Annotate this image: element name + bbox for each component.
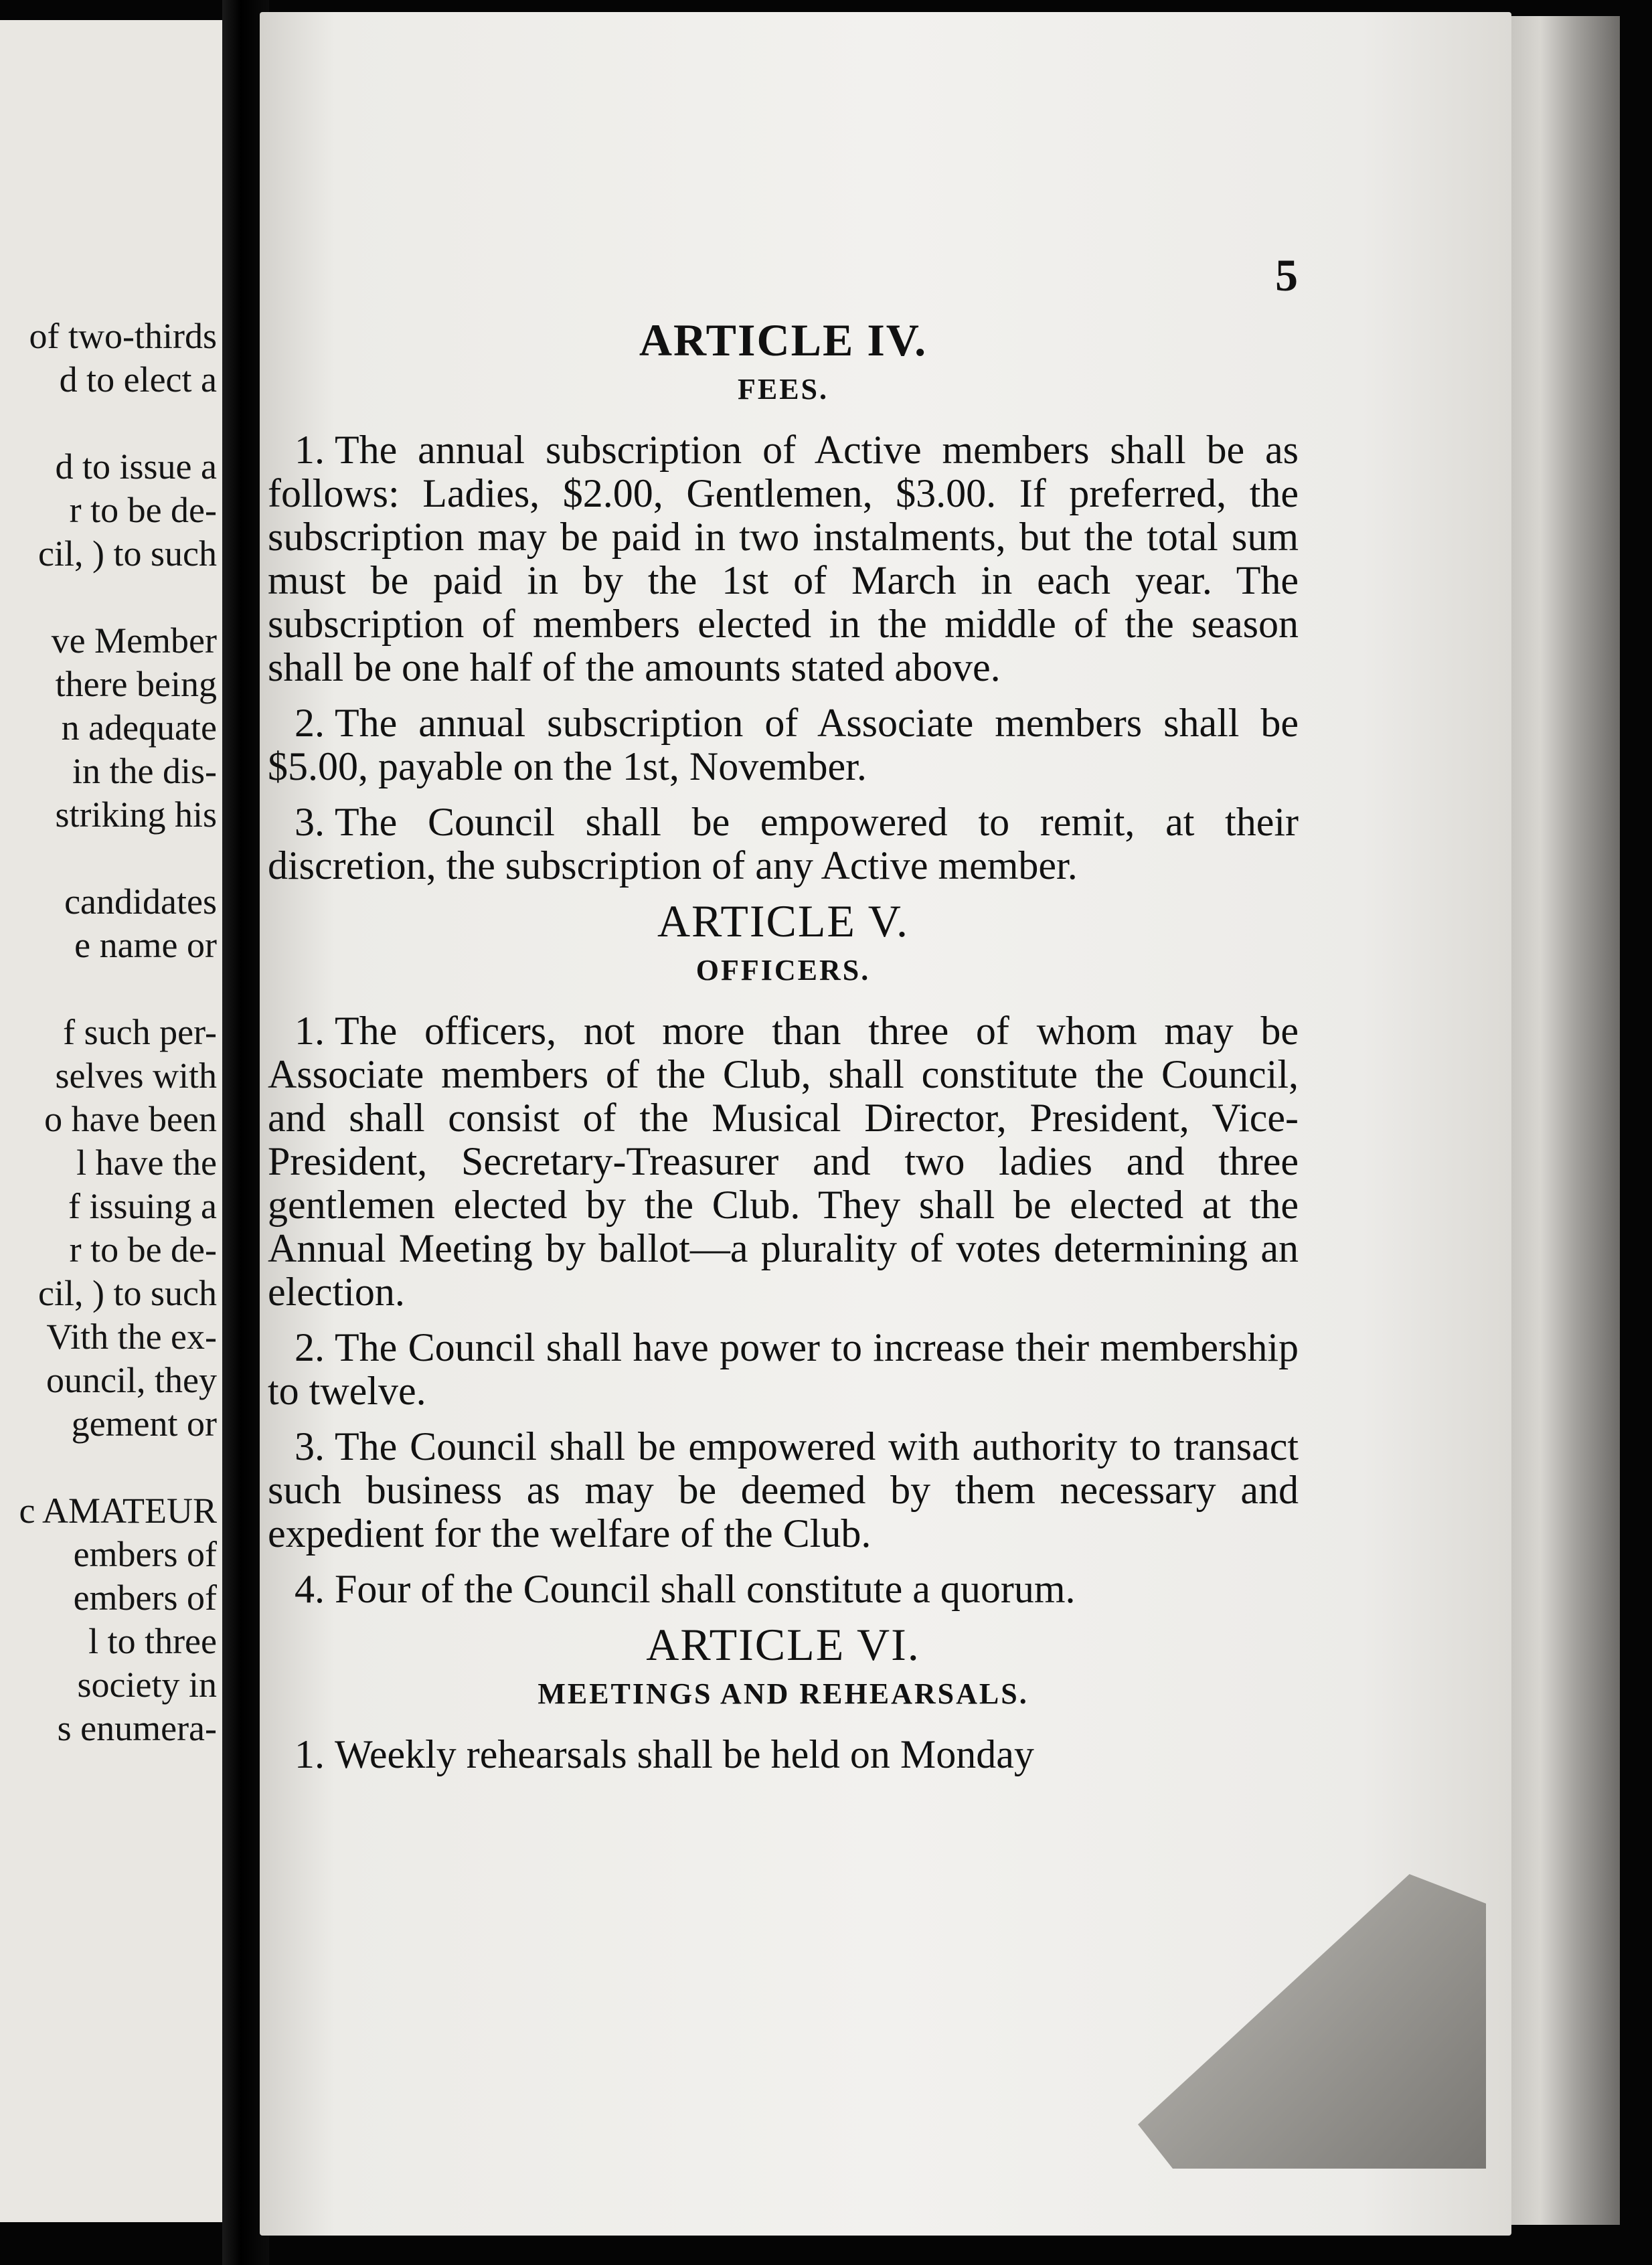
article-paragraph [268, 1009, 1299, 1314]
article-paragraph [268, 1425, 1299, 1556]
paragraph-number: 1. [295, 1732, 325, 1776]
left-line: e name or [74, 925, 217, 965]
left-line: f such per- [63, 1012, 217, 1052]
left-line: society in [77, 1665, 217, 1705]
page-edge [1506, 16, 1620, 2225]
left-line: d to elect a [59, 359, 217, 400]
paragraph-text: Weekly rehearsals shall be held on Monday [335, 1732, 1034, 1776]
article-paragraph [268, 1326, 1299, 1413]
paragraph-number: 3. [295, 800, 325, 844]
article-paragraph [268, 801, 1299, 888]
paragraph-number: 1. [295, 428, 325, 472]
left-line: embers of [73, 1534, 217, 1574]
paragraph-number: 2. [295, 1325, 325, 1369]
left-line: in the dis- [72, 751, 217, 791]
paragraph-number: 3. [295, 1424, 325, 1469]
article-title: ARTICLE IV. [639, 315, 928, 365]
left-line: f issuing a [68, 1186, 217, 1226]
left-line: cil, ) to such [38, 533, 217, 574]
left-line: l to three [88, 1621, 217, 1661]
article-paragraph [268, 1733, 1299, 1776]
left-line: o have been [44, 1099, 217, 1139]
left-line: c AMATEUR [19, 1491, 217, 1531]
left-line: selves with [55, 1056, 217, 1096]
left-line: n adequate [61, 707, 217, 748]
left-page-text [0, 315, 217, 1750]
left-line: ve Member [51, 620, 217, 661]
paragraph-number: 1. [295, 1009, 325, 1053]
left-line: d to issue a [55, 446, 217, 487]
left-page [0, 20, 222, 2222]
paragraph-text: Four of the Council shall constitute a quorum. [335, 1567, 1076, 1611]
article-title: ARTICLE V. [657, 896, 910, 946]
paragraph-number: 2. [295, 701, 325, 745]
left-line: s enumera- [57, 1708, 217, 1748]
left-line: ouncil, they [46, 1360, 217, 1400]
paragraph-text: The annual subscription of Active members shall be as follows: Ladies, $2.00, Gentlemen, $3.00. If preferred, the subscription may be paid in two instalments, but the total sum must be paid in by the 1st of March in each year. The subscription of members elected in the middle of the season shall be one half of the amounts stated above. [268, 428, 1299, 689]
paragraph-text: The Council shall be empowered with authority to transact such business as may be deemed by them necessary and expedient for the welfare of the Club. [268, 1424, 1299, 1556]
section-heading: FEES. [737, 373, 829, 406]
left-line: striking his [55, 794, 217, 835]
left-line: l have the [76, 1143, 217, 1183]
article-title: ARTICLE VI. [646, 1619, 920, 1670]
section-heading: OFFICERS. [695, 954, 871, 987]
left-line: r to be de- [69, 490, 217, 530]
paragraph-number: 4. [295, 1567, 325, 1611]
article-paragraph [268, 1568, 1299, 1611]
page-number: 5 [1275, 250, 1298, 301]
left-line: Vith the ex- [46, 1317, 217, 1357]
page-content [268, 254, 1299, 1788]
left-line: gement or [71, 1404, 217, 1444]
paragraph-text: The Council shall be empowered to remit, at their discretion, the subscription of any Active member. [268, 800, 1299, 888]
left-line: r to be de- [69, 1230, 217, 1270]
left-line: of two-thirds [29, 316, 217, 356]
left-line: there being [55, 664, 217, 704]
left-line: candidates [64, 882, 217, 922]
paragraph-text: The annual subscription of Associate members shall be $5.00, payable on the 1st, November. [268, 701, 1299, 788]
left-line: cil, ) to such [38, 1273, 217, 1313]
paragraph-text: The officers, not more than three of whom may be Associate members of the Club, shall constitute the Council, and shall consist of the Musical Director, President, Vice-President, Secretary-Treasurer and two ladies and three gentlemen elected by the Club. They shall be elected at the Annual Meeting by ballot—a plurality of votes determining an election. [268, 1009, 1299, 1314]
paragraph-text: The Council shall have power to increase their membership to twelve. [268, 1325, 1299, 1413]
article-paragraph [268, 701, 1299, 788]
section-heading: MEETINGS AND REHEARSALS. [538, 1677, 1029, 1710]
left-line: embers of [73, 1578, 217, 1618]
article-paragraph [268, 428, 1299, 689]
